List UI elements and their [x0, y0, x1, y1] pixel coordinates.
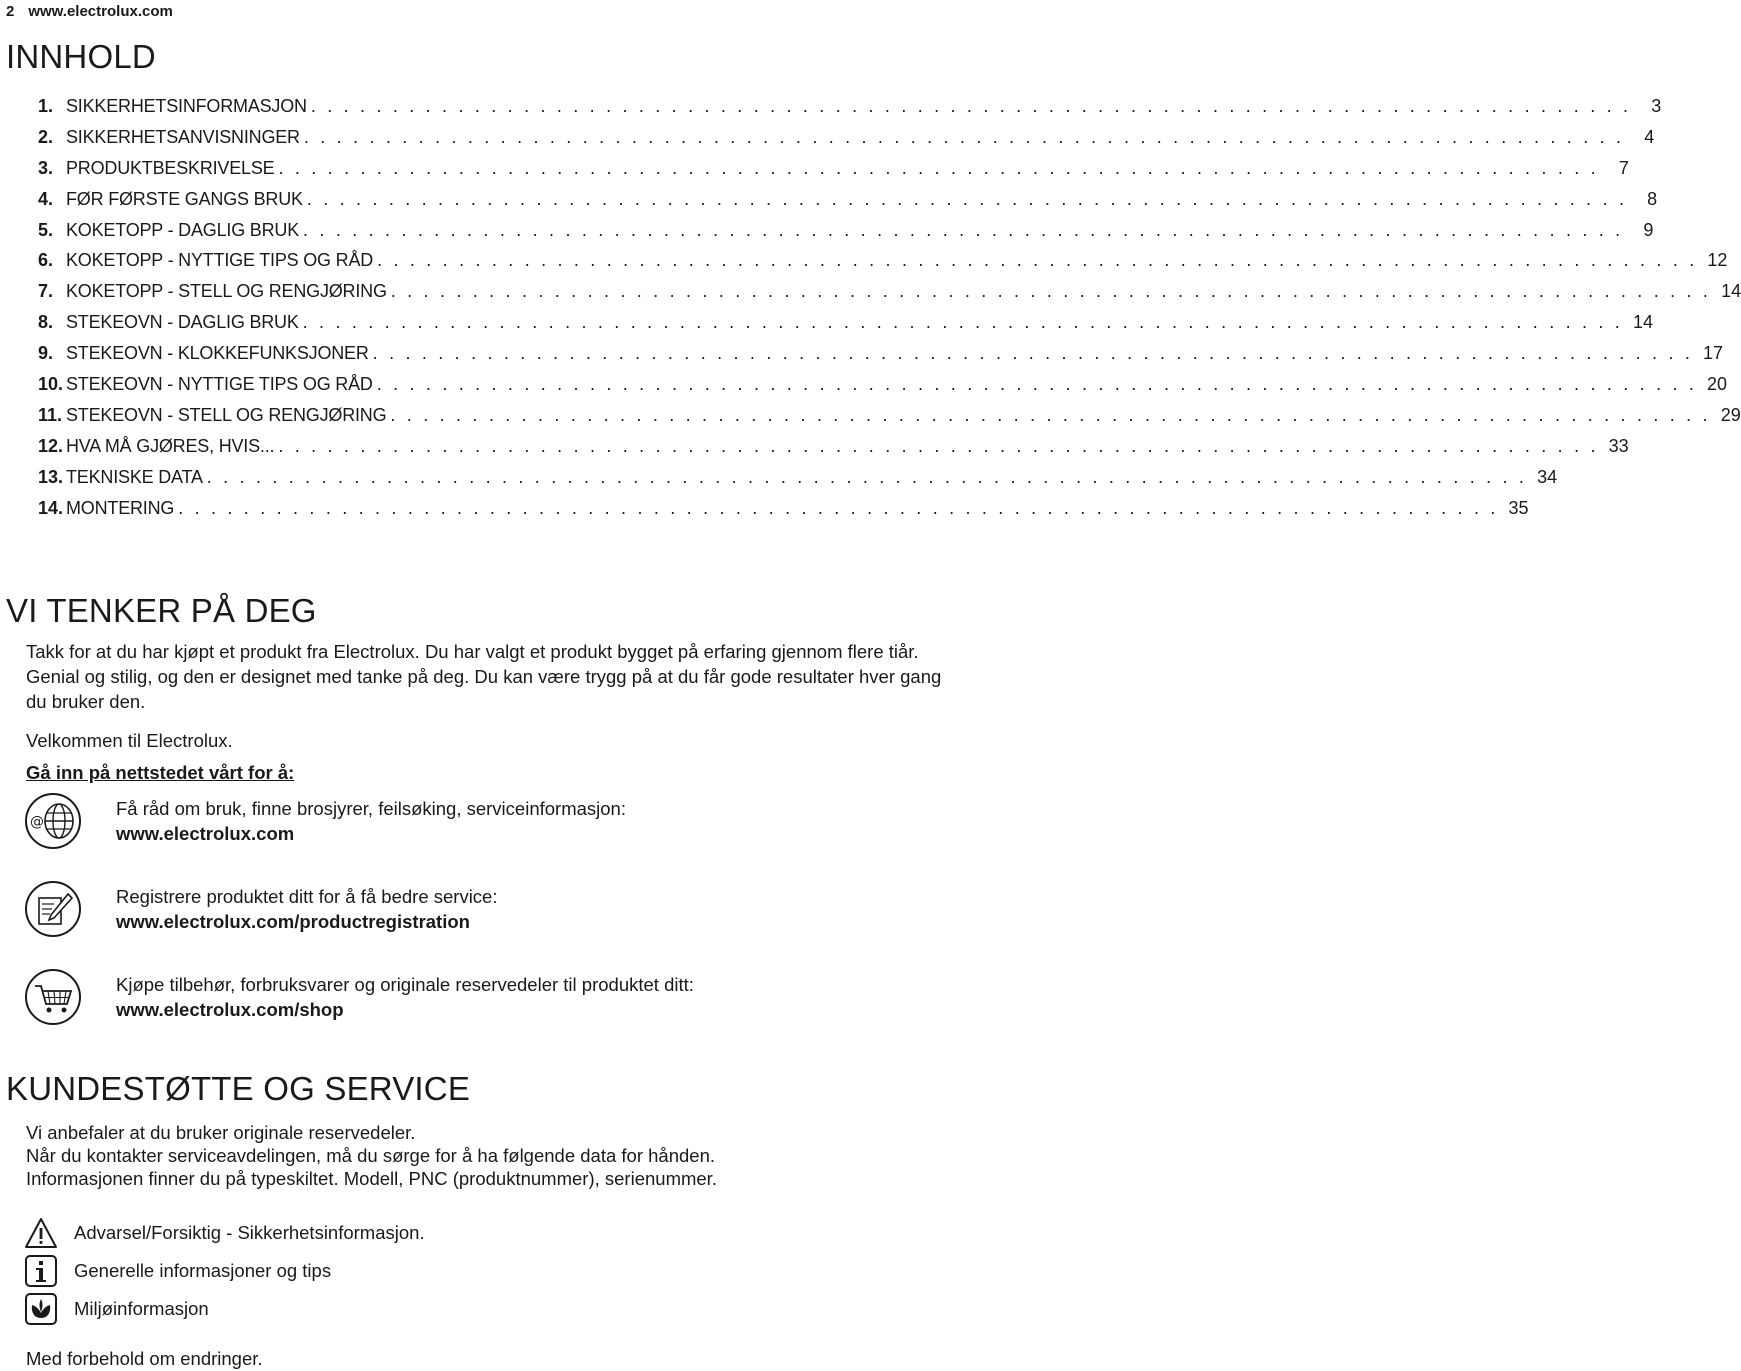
toc-title: PRODUKTBESKRIVELSE — [66, 157, 275, 178]
care-intro: Takk for at du har kjøpt et produkt fra Electrolux. Du har valgt et produkt bygget på erfaring gjennom flere tiår. Genial og stilig, og den er designet med tanke på deg. Du kan være trygg på at du får gode resultater hver gang du bruker den. — [26, 641, 942, 712]
link-text — [116, 796, 626, 846]
toc-item[interactable] — [38, 157, 1629, 189]
toc-leader: . . . . . . . . . . . . . . . . . . . . . . . . . . . . . . . . . . . . . . . . . . . . . . . . . . . . . . . . . . . . . . . . . . . . . . . . . . . . . . . . . — [303, 126, 1625, 147]
toc-page: 35 — [1508, 497, 1529, 518]
support-line: Vi anbefaler at du bruker originale reservedeler. — [26, 1122, 416, 1143]
toc-item[interactable] — [38, 281, 1741, 312]
toc-title: MONTERING — [66, 497, 175, 518]
toc-page: 9 — [1643, 219, 1654, 240]
toc-number: 2. — [38, 126, 54, 147]
link-text — [116, 972, 694, 1022]
toc-item[interactable] — [38, 188, 1658, 220]
toc-number: 12. — [38, 435, 64, 456]
toc-item[interactable] — [38, 312, 1654, 343]
toc-title: HVA MÅ GJØRES, HVIS... — [66, 435, 275, 456]
toc-leader: . . . . . . . . . . . . . . . . . . . . . . . . . . . . . . . . . . . . . . . . . . . . . . . . . . . . . . . . . . . . . . . . . . . . . . . . . . . . . . . . . — [306, 188, 1628, 209]
toc-leader: . . . . . . . . . . . . . . . . . . . . . . . . . . . . . . . . . . . . . . . . . . . . . . . . . . . . . . . . . . . . . . . . . . . . . . . . . . . . . . . . . — [278, 435, 1599, 456]
toc-title: STEKEOVN - DAGLIG BRUK — [66, 312, 299, 333]
toc-item[interactable] — [38, 435, 1629, 467]
toc-leader: . . . . . . . . . . . . . . . . . . . . . . . . . . . . . . . . . . . . . . . . . . . . . . . . . . . . . . . . . . . . . . . . . . . . . . . . . . . . . . . . . — [376, 374, 1698, 395]
globe-icon — [24, 792, 82, 850]
toc-page: 34 — [1537, 466, 1558, 487]
care-welcome: Velkommen til Electrolux. — [26, 730, 233, 751]
link-row-support — [24, 792, 944, 850]
link-description: Få råd om bruk, finne brosjyrer, feilsøking, serviceinformasjon: — [116, 798, 626, 819]
toc-title: FØR FØRSTE GANGS BRUK — [66, 188, 303, 209]
toc-page: 4 — [1644, 126, 1655, 147]
toc-title: SIKKERHETSANVISNINGER — [66, 126, 300, 147]
toc-title: TEKNISKE DATA — [66, 466, 203, 487]
support-title: KUNDESTØTTE OG SERVICE — [6, 1070, 471, 1107]
toc-page: 12 — [1707, 250, 1728, 271]
link-row-shop — [24, 968, 944, 1026]
shopping-cart-icon — [24, 968, 82, 1026]
toc-title: KOKETOPP - STELL OG RENGJØRING — [66, 281, 387, 302]
toc-number: 10. — [38, 374, 64, 395]
toc-number: 3. — [38, 157, 54, 178]
page-header — [6, 0, 173, 22]
shop-link[interactable]: www.electrolux.com/shop — [116, 999, 344, 1020]
toc-title: KOKETOPP - DAGLIG BRUK — [66, 219, 300, 240]
legend-label: Generelle informasjoner og tips — [74, 1260, 332, 1281]
toc-page: 20 — [1707, 374, 1728, 395]
toc-title: KOKETOPP - NYTTIGE TIPS OG RÅD — [66, 250, 374, 271]
toc-item[interactable] — [38, 343, 1724, 374]
toc-title: STEKEOVN - KLOKKEFUNKSJONER — [66, 343, 369, 364]
toc-page: 17 — [1703, 343, 1724, 364]
toc-leader: . . . . . . . . . . . . . . . . . . . . . . . . . . . . . . . . . . . . . . . . . . . . . . . . . . . . . . . . . . . . . . . . . . . . . . . . . . . . . . . . . — [178, 497, 1499, 518]
registration-link[interactable]: www.electrolux.com/productregistration — [116, 911, 470, 932]
toc-number: 6. — [38, 250, 54, 271]
footer-note: Med forbehold om endringer. — [26, 1348, 263, 1369]
legend-warning — [24, 1216, 425, 1250]
toc-number: 11. — [38, 404, 63, 425]
contents-title: INNHOLD — [6, 38, 156, 75]
toc-title: SIKKERHETSINFORMASJON — [66, 96, 307, 116]
warning-icon — [24, 1216, 58, 1250]
toc-leader: . . . . . . . . . . . . . . . . . . . . . . . . . . . . . . . . . . . . . . . . . . . . . . . . . . . . . . . . . . . . . . . . . . . . . . . . . . . . . . . . . — [302, 312, 1624, 333]
registration-icon — [24, 880, 82, 938]
legend-label: Miljøinformasjon — [74, 1298, 209, 1319]
support-line: Når du kontakter serviceavdelingen, må du sørge for å ha følgende data for hånden. — [26, 1145, 716, 1166]
toc-leader: . . . . . . . . . . . . . . . . . . . . . . . . . . . . . . . . . . . . . . . . . . . . . . . . . . . . . . . . . . . . . . . . . . . . . . . . . . . . . . . . . — [310, 96, 1632, 116]
link-description: Registrere produktet ditt for å få bedre service: — [116, 886, 498, 907]
toc-page: 7 — [1618, 157, 1629, 178]
care-visit-heading: Gå inn på nettstedet vårt for å: — [26, 762, 295, 783]
legend-label: Advarsel/Forsiktig - Sikkerhetsinformasjon. — [74, 1222, 425, 1243]
toc-number: 1. — [38, 96, 54, 116]
svg-text:@: @ — [30, 814, 44, 830]
care-title: VI TENKER PÅ DEG — [6, 592, 317, 629]
toc-item[interactable] — [38, 250, 1728, 281]
toc-item[interactable] — [38, 126, 1655, 158]
toc-item[interactable] — [38, 374, 1728, 405]
toc-leader: . . . . . . . . . . . . . . . . . . . . . . . . . . . . . . . . . . . . . . . . . . . . . . . . . . . . . . . . . . . . . . . . . . . . . . . . . . . . . . . . . — [377, 250, 1698, 271]
toc-page: 14 — [1721, 281, 1741, 302]
support-link[interactable]: www.electrolux.com — [116, 823, 295, 844]
table-of-contents — [38, 96, 1741, 528]
toc-number: 13. — [38, 466, 64, 487]
header-site[interactable]: www.electrolux.com — [28, 2, 173, 20]
environment-icon — [24, 1292, 58, 1326]
toc-item[interactable] — [38, 96, 1662, 127]
toc-page: 33 — [1608, 435, 1629, 456]
toc-item[interactable] — [38, 466, 1558, 498]
legend-environment — [24, 1292, 209, 1326]
toc-leader: . . . . . . . . . . . . . . . . . . . . . . . . . . . . . . . . . . . . . . . . . . . . . . . . . . . . . . . . . . . . . . . . . . . . . . . . . . . . . . . . . — [278, 157, 1599, 178]
toc-leader: . . . . . . . . . . . . . . . . . . . . . . . . . . . . . . . . . . . . . . . . . . . . . . . . . . . . . . . . . . . . . . . . . . . . . . . . . . . . . . . . . — [206, 466, 1528, 487]
info-icon — [24, 1254, 58, 1288]
legend-info — [24, 1254, 331, 1288]
toc-item[interactable] — [38, 219, 1654, 251]
link-text — [116, 884, 498, 934]
toc-page: 8 — [1647, 188, 1658, 209]
toc-page: 29 — [1720, 404, 1741, 425]
link-row-registration — [24, 880, 944, 938]
toc-leader: . . . . . . . . . . . . . . . . . . . . . . . . . . . . . . . . . . . . . . . . . . . . . . . . . . . . . . . . . . . . . . . . . . . . . . . . . . . . . . . . . — [372, 343, 1694, 364]
toc-number: 8. — [38, 312, 54, 333]
toc-number: 4. — [38, 188, 54, 209]
support-line: Informasjonen finner du på typeskiltet. Modell, PNC (produktnummer), serienummer. — [26, 1168, 717, 1189]
toc-leader: . . . . . . . . . . . . . . . . . . . . . . . . . . . . . . . . . . . . . . . . . . . . . . . . . . . . . . . . . . . . . . . . . . . . . . . . . . . . . . . . . — [303, 219, 1624, 240]
toc-number: 5. — [38, 219, 54, 240]
toc-page: 14 — [1632, 312, 1654, 333]
toc-leader: . . . . . . . . . . . . . . . . . . . . . . . . . . . . . . . . . . . . . . . . . . . . . . . . . . . . . . . . . . . . . . . . . . . . . . . . . . . . . . . . . — [390, 281, 1712, 302]
link-description: Kjøpe tilbehør, forbruksvarer og originale reservedeler til produktet ditt: — [116, 974, 694, 995]
toc-title: STEKEOVN - NYTTIGE TIPS OG RÅD — [66, 374, 373, 395]
toc-item[interactable] — [38, 497, 1529, 529]
page-number: 2 — [6, 2, 15, 20]
toc-item[interactable] — [38, 404, 1741, 436]
toc-number: 7. — [38, 281, 54, 302]
toc-title: STEKEOVN - STELL OG RENGJØRING — [66, 404, 387, 425]
toc-number: 14. — [38, 497, 64, 518]
toc-number: 9. — [38, 343, 54, 364]
toc-leader: . . . . . . . . . . . . . . . . . . . . . . . . . . . . . . . . . . . . . . . . . . . . . . . . . . . . . . . . . . . . . . . . . . . . . . . . . . . . . . . . . — [390, 404, 1711, 425]
toc-page: 3 — [1651, 96, 1662, 116]
